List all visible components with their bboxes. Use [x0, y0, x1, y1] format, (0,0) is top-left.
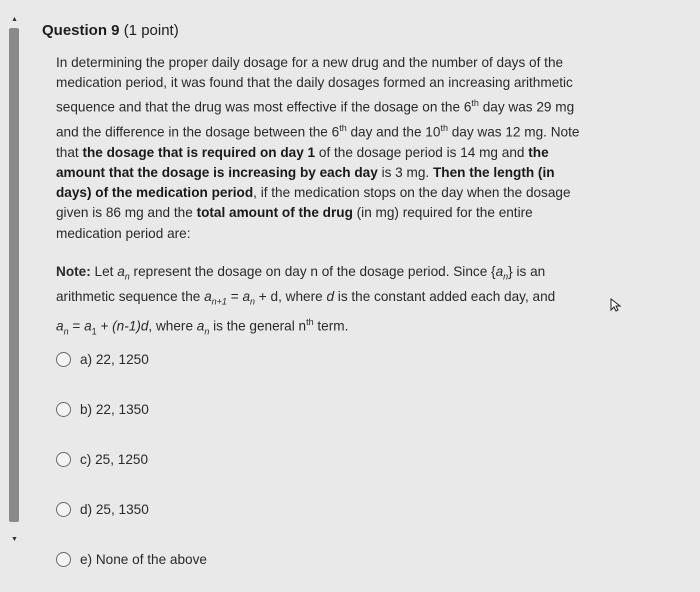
note-label: Note: — [56, 263, 91, 279]
stem-bold: the dosage that is required on day 1 — [82, 144, 316, 160]
math-sub: n+1 — [211, 296, 227, 307]
scroll-thumb[interactable] — [9, 28, 19, 522]
note-text-part: } is an arithmetic sequence the — [56, 263, 546, 304]
math-sub: n — [503, 271, 509, 282]
option-b[interactable] — [56, 398, 456, 420]
stem-bold: total amount of the drug — [196, 205, 353, 221]
question-stem — [56, 53, 586, 244]
note-text-part: = — [68, 318, 85, 334]
stem-sup: th — [339, 123, 347, 134]
math-var: a — [495, 263, 504, 279]
radio-button[interactable] — [56, 352, 71, 367]
math-var: a — [242, 288, 251, 304]
question-panel — [42, 22, 602, 341]
stem-bold: the amount that the dosage is increasing by each day — [56, 144, 549, 181]
math-var: a — [84, 318, 92, 334]
option-label: e) None of the above — [80, 551, 207, 567]
note-text — [56, 262, 586, 341]
option-e[interactable] — [56, 548, 456, 570]
radio-button[interactable] — [56, 502, 71, 517]
math-var: a — [117, 263, 125, 279]
question-number: Question 9 — [42, 22, 120, 39]
stem-text: day was 29 mg and the difference in the dosage between the 6 — [56, 99, 575, 140]
math-var: a — [56, 318, 64, 334]
note-text-part: is the constant added each day, and — [334, 288, 556, 304]
note-text-part: Let — [90, 263, 118, 279]
note-text-part: , where — [148, 318, 197, 334]
scroll-up-arrow-icon[interactable]: ▲ — [11, 15, 18, 23]
stem-sup: th — [471, 98, 479, 109]
note-text-part: , where — [278, 288, 327, 304]
option-label: a) 22, 1250 — [80, 351, 149, 367]
radio-button[interactable] — [56, 552, 71, 567]
stem-text: is 3 mg. — [377, 165, 433, 181]
note-text-part: term. — [313, 318, 349, 334]
note-text-part: + d — [255, 288, 279, 304]
math-var: a — [196, 318, 205, 334]
mouse-cursor-icon — [609, 298, 623, 312]
math-var: d — [326, 288, 335, 304]
note-text-part: represent the dosage on day n of the dosage period. Since { — [129, 263, 496, 279]
math-var: a — [204, 288, 212, 304]
stem-text: In determining the proper daily dosage for a new drug and the number of days of the medication period, it was found that the daily dosages formed an increasing arithmetic sequence and that the drug was most effective if the dosage on the 6 — [56, 55, 573, 115]
question-points: (1 point) — [123, 22, 179, 39]
question-title — [42, 22, 602, 39]
scrollbar[interactable] — [8, 14, 21, 544]
math-sub: n — [204, 325, 210, 336]
stem-text: (in mg) required for the entire medication period are: — [56, 205, 533, 241]
scroll-down-arrow-icon[interactable]: ▼ — [11, 535, 18, 543]
stem-text: day and the 10 — [346, 124, 441, 140]
option-label: d) 25, 1350 — [80, 501, 149, 517]
stem-text: day was 12 mg. Note that — [56, 124, 580, 160]
math-sup: th — [306, 316, 314, 327]
radio-button[interactable] — [56, 452, 71, 467]
option-a[interactable] — [56, 348, 456, 370]
option-label: c) 25, 1250 — [80, 451, 149, 467]
math-sub: n — [63, 325, 69, 336]
radio-button[interactable] — [56, 402, 71, 417]
option-label: b) 22, 1350 — [80, 401, 149, 417]
stem-text: , if the medication stops on the day when the dosage given is 86 mg and the — [56, 185, 571, 221]
stem-bold: Then the length (in days) of the medication period — [56, 165, 555, 201]
math-sub: 1 — [91, 325, 97, 336]
option-c[interactable] — [56, 448, 456, 470]
math-sub: n — [250, 296, 256, 307]
stem-sup: th — [440, 123, 448, 134]
note-text-part: + (n-1)d — [96, 318, 149, 334]
note-text-part: is the general n — [209, 318, 307, 334]
note-text-part: = — [226, 288, 243, 304]
stem-text: of the dosage period is 14 mg and — [315, 144, 529, 160]
math-sub: n — [124, 271, 130, 282]
option-d[interactable] — [56, 498, 456, 520]
